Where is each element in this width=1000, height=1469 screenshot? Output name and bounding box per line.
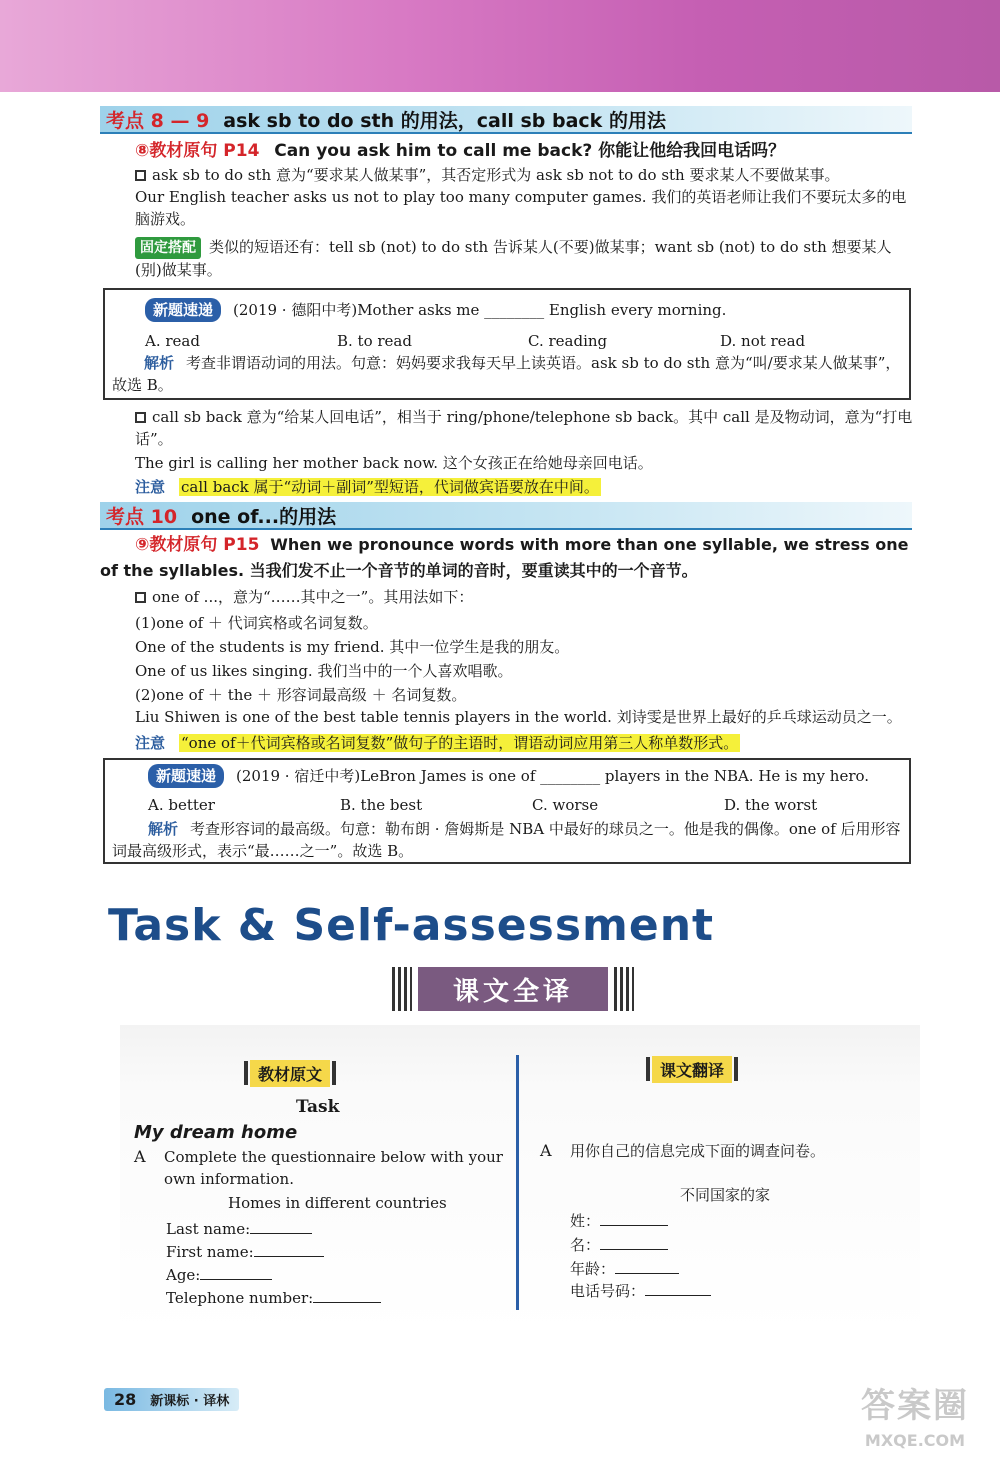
translation-tag-label: 课文翻译 <box>652 1056 732 1083</box>
quiz-1-analysis <box>112 352 904 396</box>
right-field-last-name <box>570 1210 730 1232</box>
left-subheading: My dream home <box>134 1122 298 1143</box>
note-2 <box>135 732 915 754</box>
quiz-1-option-d: D. not read <box>720 332 806 350</box>
left-field-telephone <box>166 1287 396 1309</box>
point-text: call sb back 意为“给某人回电话”，相当于 ring/phone/telephone sb back。其中 call 是及物动词，意为“打电话”。 <box>135 408 913 448</box>
field-label: First name: <box>166 1243 254 1261</box>
left-field-last-name <box>166 1218 366 1240</box>
task-section-title: Task & Self-assessment <box>108 900 715 951</box>
square-bullet-icon <box>135 412 146 423</box>
source-sentence <box>135 140 915 162</box>
column-divider <box>516 1055 519 1310</box>
watermark-logo: 答案圈 <box>861 1386 969 1426</box>
tag-bar <box>332 1061 336 1085</box>
source-sentence-2 <box>135 534 915 556</box>
tag-bar <box>244 1061 248 1085</box>
quiz-2-option-a: A. better <box>148 796 215 814</box>
usage-1: (1)one of ＋ 代词宾格或名词复数。 <box>135 614 378 632</box>
translation-banner <box>392 965 634 1013</box>
quiz-question: (2019 · 宿迁中考)LeBron James is one of ________ players in the NBA. He is my hero. <box>236 767 870 785</box>
analysis-label: 解析 <box>144 354 175 372</box>
note-text: “one of＋代词宾格或名词复数”做句子的主语时，谓语动词应用第三人称单数形式。 <box>181 734 739 752</box>
point-ask-sb <box>135 164 915 186</box>
field-blank[interactable] <box>250 1233 312 1234</box>
note-label: 注意 <box>135 734 166 752</box>
field-label: Age: <box>166 1266 201 1284</box>
example-3: Liu Shiwen is one of the best table tennis players in the world. 刘诗雯是世界上最好的乒乓球运动员之一。 <box>135 708 902 726</box>
quiz-2-option-d: D. the worst <box>724 796 818 814</box>
analysis-text: 考查非谓语动词的用法。句意：妈妈要求我每天早上读英语。ask sb to do sth 意为“叫/要求某人做某事”，故选 B。 <box>112 354 901 394</box>
analysis-label: 解析 <box>148 820 179 838</box>
field-label: Telephone number: <box>166 1289 314 1307</box>
quiz-2-analysis <box>112 818 904 862</box>
field-blank[interactable] <box>254 1256 324 1257</box>
banner-stripes-right <box>614 967 634 1011</box>
tag-bar <box>734 1057 738 1081</box>
source-text-line2-text: of the syllables. 当我们发不止一个音节的单词的音时，要重读其中的一个音节。 <box>100 561 698 580</box>
point-text: one of ...，意为“……其中之一”。其用法如下： <box>152 588 474 606</box>
point-one-of <box>135 586 915 608</box>
field-blank[interactable] <box>600 1249 668 1250</box>
footer-brand: 新课标 · 译林 <box>150 1394 230 1409</box>
left-a-text: Complete the questionnaire below with your own information. <box>164 1148 503 1188</box>
source-number: ⑨教材原句 P15 <box>135 535 260 555</box>
field-label: Last name: <box>166 1220 251 1238</box>
quiz-tag: 新题速递 <box>145 298 221 322</box>
quiz-1-option-a: A. read <box>145 332 200 350</box>
right-a-text: 用你自己的信息完成下面的调查问卷。 <box>570 1142 826 1160</box>
section-title: one of...的用法 <box>191 505 337 528</box>
page-footer <box>104 1388 239 1411</box>
field-label: 名： <box>570 1236 601 1254</box>
field-blank[interactable] <box>645 1295 711 1296</box>
fixed-collocation <box>135 236 913 281</box>
field-label: 电话号码： <box>570 1282 646 1300</box>
note-text: call back 属于“动词＋副词”型短语，代词做宾语要放在中间。 <box>181 478 599 496</box>
example-2: One of us likes singing. 我们当中的一个人喜欢唱歌。 <box>135 662 513 680</box>
source-text-line1: When we pronounce words with more than one syllable, we stress one <box>270 535 909 554</box>
source-text-line2 <box>100 560 880 582</box>
section-header-kd8-9 <box>100 106 912 134</box>
field-blank[interactable] <box>200 1279 272 1280</box>
original-text-tag <box>242 1060 338 1086</box>
example-1: One of the students is my friend. 其中一位学生是我的朋友。 <box>135 638 570 656</box>
field-label: 姓： <box>570 1212 601 1230</box>
left-a-letter: A <box>134 1147 146 1166</box>
quiz-2-option-c: C. worse <box>532 796 599 814</box>
tag-bar <box>646 1057 650 1081</box>
field-blank[interactable] <box>600 1225 668 1226</box>
page-number: 28 <box>114 1390 137 1409</box>
quiz-2-question-row <box>148 764 928 788</box>
field-label: 年龄： <box>570 1260 616 1278</box>
square-bullet-icon <box>135 592 146 603</box>
top-decorative-band <box>0 0 1000 92</box>
fixed-collocation-tag: 固定搭配 <box>135 237 201 259</box>
original-text-tag-label: 教材原文 <box>250 1060 330 1087</box>
note-1 <box>135 476 915 498</box>
section-title: ask sb to do sth 的用法，call sb back 的用法 <box>223 109 666 132</box>
point-call-back <box>135 406 913 450</box>
section-label: 考点 10 <box>106 505 178 528</box>
watermark <box>840 1378 990 1458</box>
quiz-1-option-b: B. to read <box>337 332 412 350</box>
right-field-telephone <box>570 1280 750 1302</box>
field-blank[interactable] <box>313 1302 381 1303</box>
quiz-1-option-c: C. reading <box>528 332 608 350</box>
right-field-first-name <box>570 1234 730 1256</box>
left-field-first-name <box>166 1241 366 1263</box>
left-field-age <box>166 1264 366 1286</box>
right-field-age <box>570 1258 730 1280</box>
point-text: ask sb to do sth 意为“要求某人做某事”，其否定形式为 ask sb not to do sth 要求某人不要做某事。 <box>152 166 840 184</box>
watermark-url: MXQE.COM <box>864 1431 966 1450</box>
example-call-back: The girl is calling her mother back now. 这个女孩正在给她母亲回电话。 <box>135 454 653 472</box>
quiz-tag: 新题速递 <box>148 764 224 788</box>
right-form-title: 不同国家的家 <box>680 1186 771 1204</box>
source-text: Can you ask him to call me back? 你能让他给我回电话吗？ <box>274 141 786 161</box>
translation-tag <box>644 1056 740 1082</box>
field-blank[interactable] <box>615 1273 679 1274</box>
banner-text: 课文全译 <box>418 967 608 1011</box>
quiz-1-question-row <box>145 298 925 322</box>
quiz-question: (2019 · 德阳中考)Mother asks me ________ English every morning. <box>233 301 727 319</box>
fixed-collocation-text: 类似的短语还有：tell sb (not) to do sth 告诉某人(不要)做某事；want sb (not) to do sth 想要某人(别)做某事。 <box>135 238 892 279</box>
example-ask-sb: Our English teacher asks us not to play too many computer games. 我们的英语老师让我们不要玩太多的电脑游戏。 <box>135 188 907 228</box>
analysis-text: 考查形容词的最高级。句意：勒布朗 · 詹姆斯是 NBA 中最好的球员之一。他是我的偶像。one of 后用形容词最高级形式，表示“最……之一”。故选 B。 <box>112 820 901 860</box>
left-form-title: Homes in different countries <box>228 1194 447 1212</box>
banner-stripes-left <box>392 967 412 1011</box>
right-a-letter: A <box>540 1141 552 1160</box>
section-label: 考点 8 — 9 <box>106 109 210 132</box>
left-heading: Task <box>296 1097 340 1117</box>
source-number: ⑧教材原句 P14 <box>135 141 260 161</box>
note-label: 注意 <box>135 478 166 496</box>
usage-2: (2)one of ＋ the ＋ 形容词最高级 ＋ 名词复数。 <box>135 686 467 704</box>
square-bullet-icon <box>135 170 146 181</box>
quiz-2-option-b: B. the best <box>340 796 423 814</box>
section-header-kd10 <box>100 502 912 530</box>
